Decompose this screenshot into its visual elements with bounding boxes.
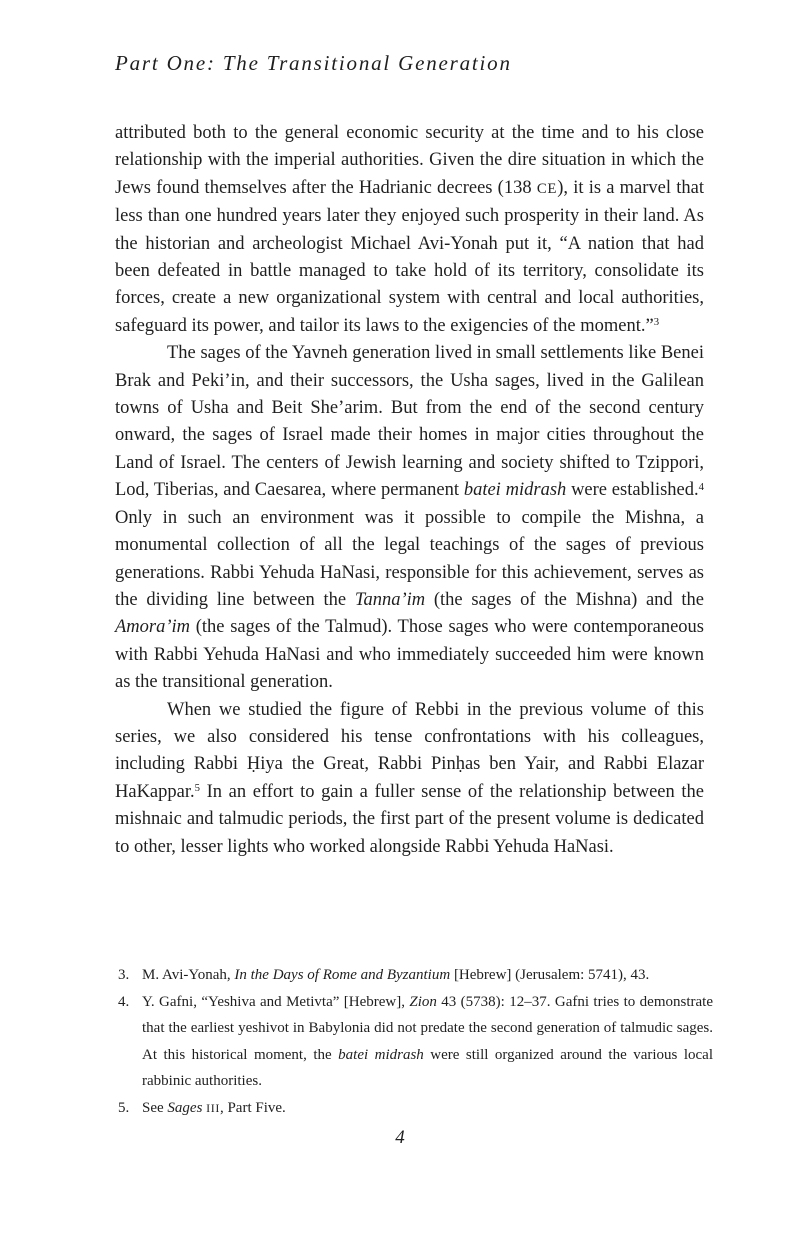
running-header: Part One: The Transitional Generation — [115, 51, 512, 75]
text-run: [Hebrew] (Jerusalem: 5741), 43. — [450, 967, 650, 983]
paragraph — [115, 697, 704, 861]
page-number: 4 — [395, 1127, 405, 1148]
italic-text: Amora’im — [115, 617, 191, 638]
small-caps-text: CE — [536, 180, 558, 197]
text-run: The sages of the Yavneh generation lived in small settlements like Benei Brak and Peki’in, and their successors, the Usha sages, lived in the Galilean towns of Usha and Beit She’arim. But from the end of the second century onward, the sages of Israel made their homes in major cities throughout the Land of Israel. The centers of Jewish learning and society shifted to Tzippori, Lod, Tiberias, and Caesarea, where permanent — [115, 343, 704, 501]
footnote-text — [142, 1095, 713, 1122]
text-run: , Part Five. — [219, 1099, 286, 1116]
text-run: were still organized around the various local rabbinic authorities. — [142, 1046, 713, 1089]
text-run: When we studied the figure of Rebbi in the previous volume of this series, we also considered his tense confrontations with his colleagues, including Rabbi Ḥiya the Great, Rabbi Pinḥas ben Yair, and Rabbi Elazar HaKappar. — [115, 699, 704, 802]
paragraph — [115, 120, 704, 340]
footnote — [115, 962, 713, 989]
text-run: 43 (5738): 12–37. Gafni tries to demonstrate that the earliest yeshivot in Babylonia did not predate the second generation of talmudic sages. At this historical moment, the — [142, 993, 713, 1063]
paragraph — [115, 340, 704, 696]
footnote-reference: 3 — [653, 316, 660, 329]
text-run: In an effort to gain a fuller sense of the relationship between the mishnaic and talmudic periods, the first part of the present volume is dedicated to other, lesser lights who worked alongside Rabbi Yehuda HaNasi. — [115, 781, 704, 857]
footnote-text — [142, 962, 713, 989]
italic-text: In the Days of Rome and Byzantium — [234, 967, 451, 983]
text-run: See — [142, 1099, 168, 1116]
text-run: M. Avi-Yonah, — [142, 967, 235, 983]
small-caps-text: III — [206, 1100, 220, 1115]
footnote-number: 3. — [118, 967, 130, 983]
footnotes-section — [115, 962, 713, 1121]
text-run: were established. — [566, 480, 699, 501]
italic-text: Zion — [409, 993, 437, 1010]
text-run: Y. Gafni, “Yeshiva and Metivta” [Hebrew], — [142, 993, 410, 1010]
text-run: Only in such an environment was it possible to compile the Mishna, a monumental collection of all the legal teachings of the sages of previous generations. Rabbi Yehuda HaNasi, responsible for this achievement, serves as the dividing line between the — [115, 507, 704, 610]
body-text — [115, 120, 704, 861]
footnote-reference: 5 — [194, 782, 200, 795]
text-run: ), it is a marvel that less than one hundred years later they enjoyed such prosperity in their land. As the historian and archeologist Michael Avi-Yonah put it, “A nation that had been defeated in battle managed to take hold of its territory, consolidate its forces, create a new organizational system with central and local authorities, safeguard its power, and tailor its laws to the exigencies of the moment.” — [115, 177, 704, 336]
footnote-number: 5. — [118, 1099, 130, 1116]
italic-text: batei midrash — [463, 480, 567, 501]
footnote-number: 4. — [118, 993, 130, 1010]
italic-text: batei midrash — [338, 1046, 424, 1063]
footnote-text — [142, 989, 713, 1095]
italic-text: Tanna’im — [354, 589, 426, 610]
text-run: (the sages of the Mishna) and the — [425, 589, 704, 610]
footnote — [115, 989, 713, 1095]
footnote — [115, 1095, 713, 1122]
footnote-reference: 4 — [698, 480, 704, 493]
text-run: attributed both to the general economic security at the time and to his close relationship with the imperial authorities. Given the dire situation in which the Jews found themselves after the Hadrianic decrees (138 — [115, 123, 704, 198]
italic-text: Sages — [167, 1099, 203, 1116]
text-run: (the sages of the Talmud). Those sages who were contemporaneous with Rabbi Yehuda HaNasi and who immediately succeeded him were known as the transitional generation. — [115, 617, 704, 693]
